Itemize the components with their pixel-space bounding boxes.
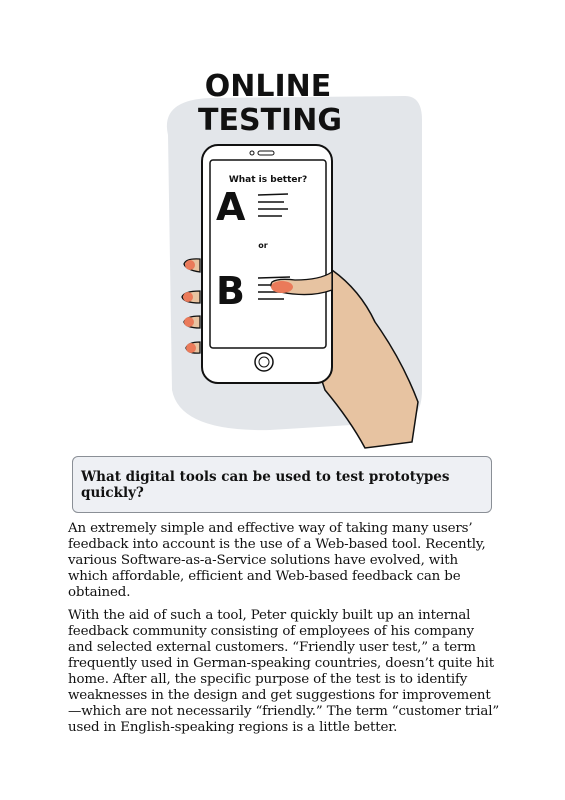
screen-question: What is better? <box>228 175 308 185</box>
option-or: or <box>258 241 268 250</box>
paragraph-2: With the aid of such a tool, Peter quickly built up an internal feedback community consisting of employees of his company and selected external customers. “Friendly user test,” a term frequently used in German-speaking countries, doesn’t quite hit home. After all, the specific purpose of the test is to identify weaknesses in the design and get suggestions for improvement—which are not necessarily “friendly.” The term “customer trial” used in English-speaking regions is a little better. <box>68 608 500 735</box>
thumb-nail <box>271 281 293 293</box>
illustration-title-testing: TESTING <box>198 103 342 138</box>
question-heading: What digital tools can be used to test prototypes quickly? <box>81 469 450 501</box>
illustration-title-online: ONLINE <box>204 69 332 104</box>
paragraph-1: An extremely simple and effective way of taking many users’ feedback into account is the use of a Web-based tool. Recently, various Software-as-a-Service solutions have evolved, with which affordable, efficient and Web-based feedback can be obtained. <box>68 521 486 600</box>
question-callout-box <box>72 456 492 513</box>
option-a-letter: A <box>216 185 246 229</box>
body-text <box>68 521 500 743</box>
phone <box>202 145 332 383</box>
online-testing-illustration <box>150 60 425 450</box>
option-b-letter: B <box>216 269 245 313</box>
